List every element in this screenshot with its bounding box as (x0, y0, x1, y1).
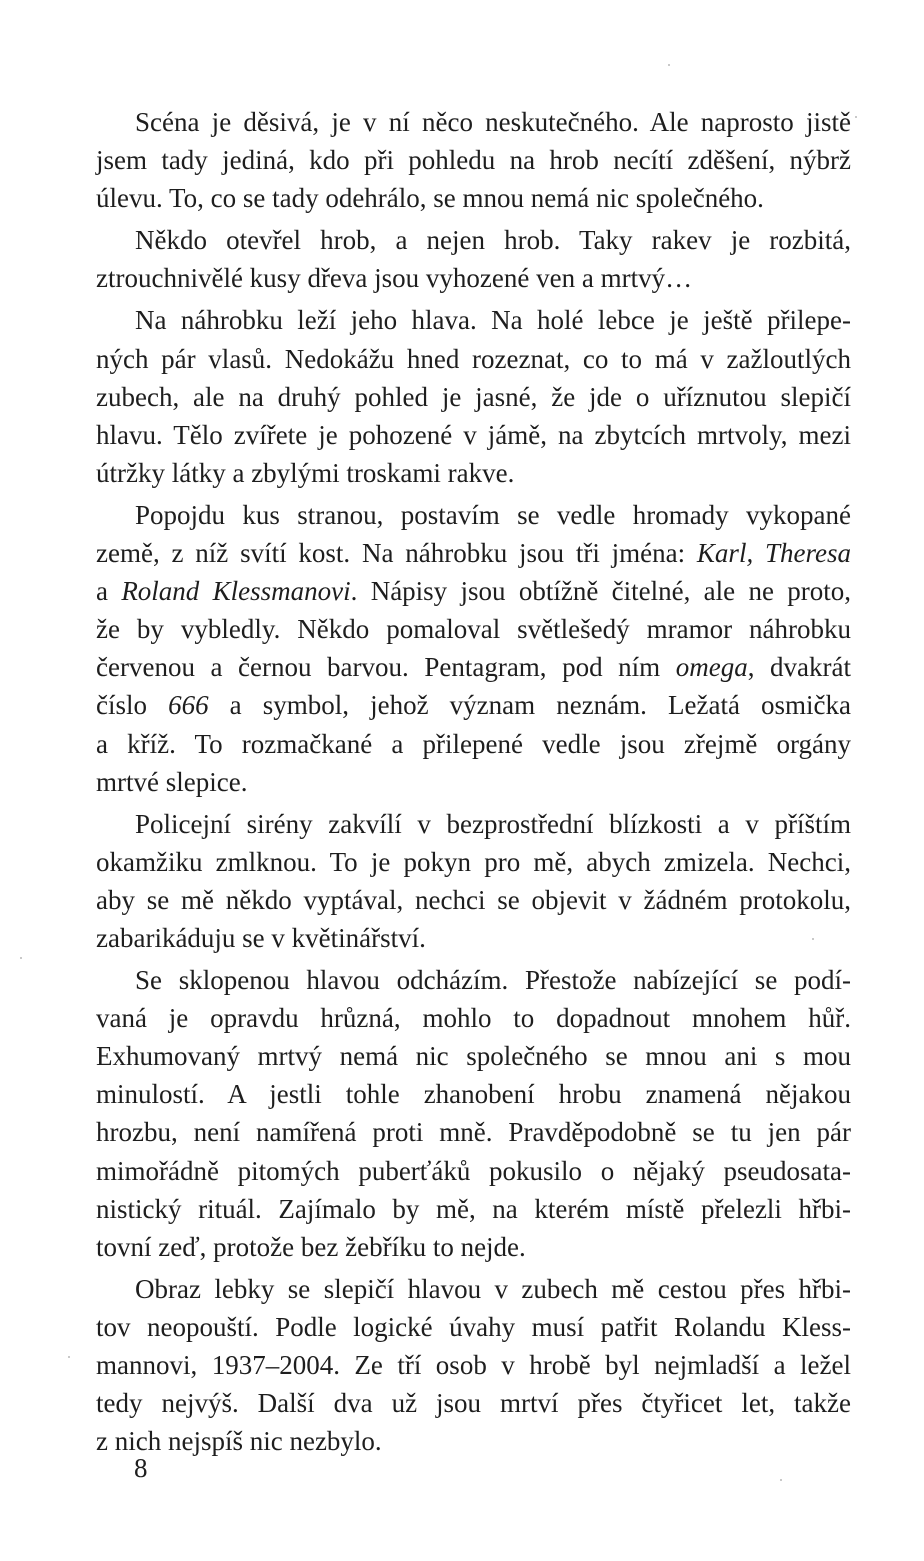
page-number: 8 (134, 1453, 148, 1483)
text-line (96, 1228, 851, 1266)
text-line (96, 881, 851, 919)
scan-speck (855, 116, 857, 118)
line-text: hlavu. Tělo zvířete je pohozené v jámě, na zbytcích mrtvoly, mezi (96, 419, 851, 450)
text-line (96, 259, 851, 297)
text-line (96, 999, 851, 1037)
italic-text: 666 (168, 690, 209, 721)
line-text: z nich nejspíš nic nezbylo. (96, 1426, 382, 1457)
line-text: úlevu. To, co se tady odehrálo, se mnou nemá nic společného. (96, 183, 764, 214)
line-text: Scéna je děsivá, je v ní něco neskutečného. Ale naprosto jistě (135, 107, 851, 137)
text-line (96, 919, 851, 957)
line-text: hrozbu, není namířená proti mně. Pravděpodobně se tu jen pár (96, 1117, 851, 1148)
paragraph (96, 103, 851, 217)
line-text: Obraz lebky se slepičí hlavou v zubech mě cestou přes hřbi- (135, 1273, 851, 1304)
line-text: a kříž. To rozmačkané a přilepené vedle jsou zřejmě orgány (96, 728, 851, 759)
line-text: zubech, ale na druhý pohled je jasné, že jde o uříznutou slepičí (96, 381, 851, 412)
text-line (96, 1190, 851, 1228)
text-line (96, 416, 851, 454)
text-line (96, 686, 851, 724)
line-text: mannovi, 1937–2004. Ze tří osob v hrobě byl nejmladší a ležel (96, 1350, 851, 1380)
text-line (96, 1075, 851, 1113)
text-line (96, 648, 851, 686)
line-text: a (96, 576, 122, 607)
text-line (96, 763, 851, 801)
text-line (96, 1308, 851, 1346)
line-text: mrtvé slepice. (96, 766, 248, 797)
line-text: Popojdu kus stranou, postavím se vedle hromady vykopané (135, 499, 851, 530)
scan-speck (812, 938, 814, 940)
text-line (96, 843, 851, 881)
text-line (96, 1346, 851, 1384)
text-line (96, 610, 851, 648)
text-line (96, 1113, 851, 1151)
scan-speck (20, 957, 22, 959)
text-line (96, 103, 851, 141)
italic-text: Roland Klessmanovi (121, 576, 351, 607)
text-line (96, 141, 851, 179)
text-line (96, 534, 851, 572)
text-line (96, 1270, 851, 1308)
text-line (96, 961, 851, 999)
text-line (96, 1152, 851, 1190)
line-text: červenou a černou barvou. Pentagram, pod ním (96, 652, 676, 683)
text-line (96, 572, 851, 610)
text-line (96, 340, 851, 378)
text-line (96, 454, 851, 492)
text-line (96, 496, 851, 534)
text-line (96, 221, 851, 259)
paragraph (96, 221, 851, 297)
scan-speck (668, 64, 670, 66)
italic-text: omega (675, 652, 748, 683)
line-text: ných pár vlasů. Nedokážu hned rozeznat, co to má v zažloutlých (96, 343, 851, 374)
line-text: jsem tady jediná, kdo při pohledu na hrob necítí zděšení, nýbrž (96, 145, 851, 176)
line-text: Policejní sirény zakvílí v bezprostřední blízkosti a v příštím (135, 808, 851, 839)
line-text: vaná je opravdu hrůzná, mohlo to dopadnout mnohem hůř. (96, 1003, 851, 1034)
line-text: okamžiku zmlknou. To je pokyn pro mě, abych zmizela. Nechci, (96, 846, 851, 877)
italic-text: Karl, Theresa (696, 538, 851, 569)
line-text: minulostí. A jestli tohle zhanobení hrobu znamená nějakou (96, 1079, 851, 1110)
line-text-after: a symbol, jehož význam neznám. Ležatá osmička (208, 690, 852, 721)
page-text (96, 103, 851, 1464)
scan-speck (780, 1479, 782, 1481)
text-line (96, 1037, 851, 1075)
paragraph (96, 301, 851, 491)
line-text: Se sklopenou hlavou odcházím. Přestože nabízející se podí- (135, 965, 851, 996)
line-text: mimořádně pitomých puberťáků pokusilo o nějaký pseudosata- (96, 1155, 851, 1186)
line-text: že by vybledly. Někdo pomaloval světlešedý mramor náhrobku (96, 614, 851, 645)
paragraph (96, 961, 851, 1266)
line-text: tedy nejvýš. Další dva už jsou mrtví přes čtyřicet let, takže (96, 1388, 851, 1419)
line-text: zabarikáduju se v květinářství. (96, 922, 426, 953)
line-text: Na náhrobku leží jeho hlava. Na holé lebce je ještě přilepe- (135, 305, 851, 336)
line-text: číslo (96, 690, 169, 721)
text-line (96, 179, 851, 217)
text-line (96, 378, 851, 416)
line-text-after: , dvakrát (747, 652, 852, 683)
line-text: aby se mě někdo vyptával, nechci se objevit v žádném protokolu, (96, 884, 851, 915)
line-text: nistický rituál. Zajímalo by mě, na kterém místě přelezli hřbi- (96, 1193, 851, 1224)
paragraph (96, 1270, 851, 1460)
line-text: Někdo otevřel hrob, a nejen hrob. Taky rakev je rozbitá, (135, 225, 851, 256)
line-text: ztrouchnivělé kusy dřeva jsou vyhozené ven a mrtvý… (96, 263, 693, 294)
line-text: útržky látky a zbylými troskami rakve. (96, 457, 515, 488)
text-line (96, 301, 851, 339)
text-line (96, 725, 851, 763)
text-line (96, 805, 851, 843)
text-line (96, 1384, 851, 1422)
text-line (96, 1422, 851, 1460)
line-text: tov neopouští. Podle logické úvahy musí patřit Rolandu Kless- (96, 1311, 851, 1342)
paragraph (96, 805, 851, 957)
line-text: země, z níž svítí kost. Na náhrobku jsou tři jména: (96, 538, 697, 569)
scan-speck (68, 1356, 70, 1358)
line-text: Exhumovaný mrtvý nemá nic společného se mnou ani s mou (96, 1041, 851, 1072)
paragraph (96, 496, 851, 801)
line-text-after: . Nápisy jsou obtížně čitelné, ale ne proto, (350, 576, 851, 607)
line-text: tovní zeď, protože bez žebříku to nejde. (96, 1231, 526, 1262)
